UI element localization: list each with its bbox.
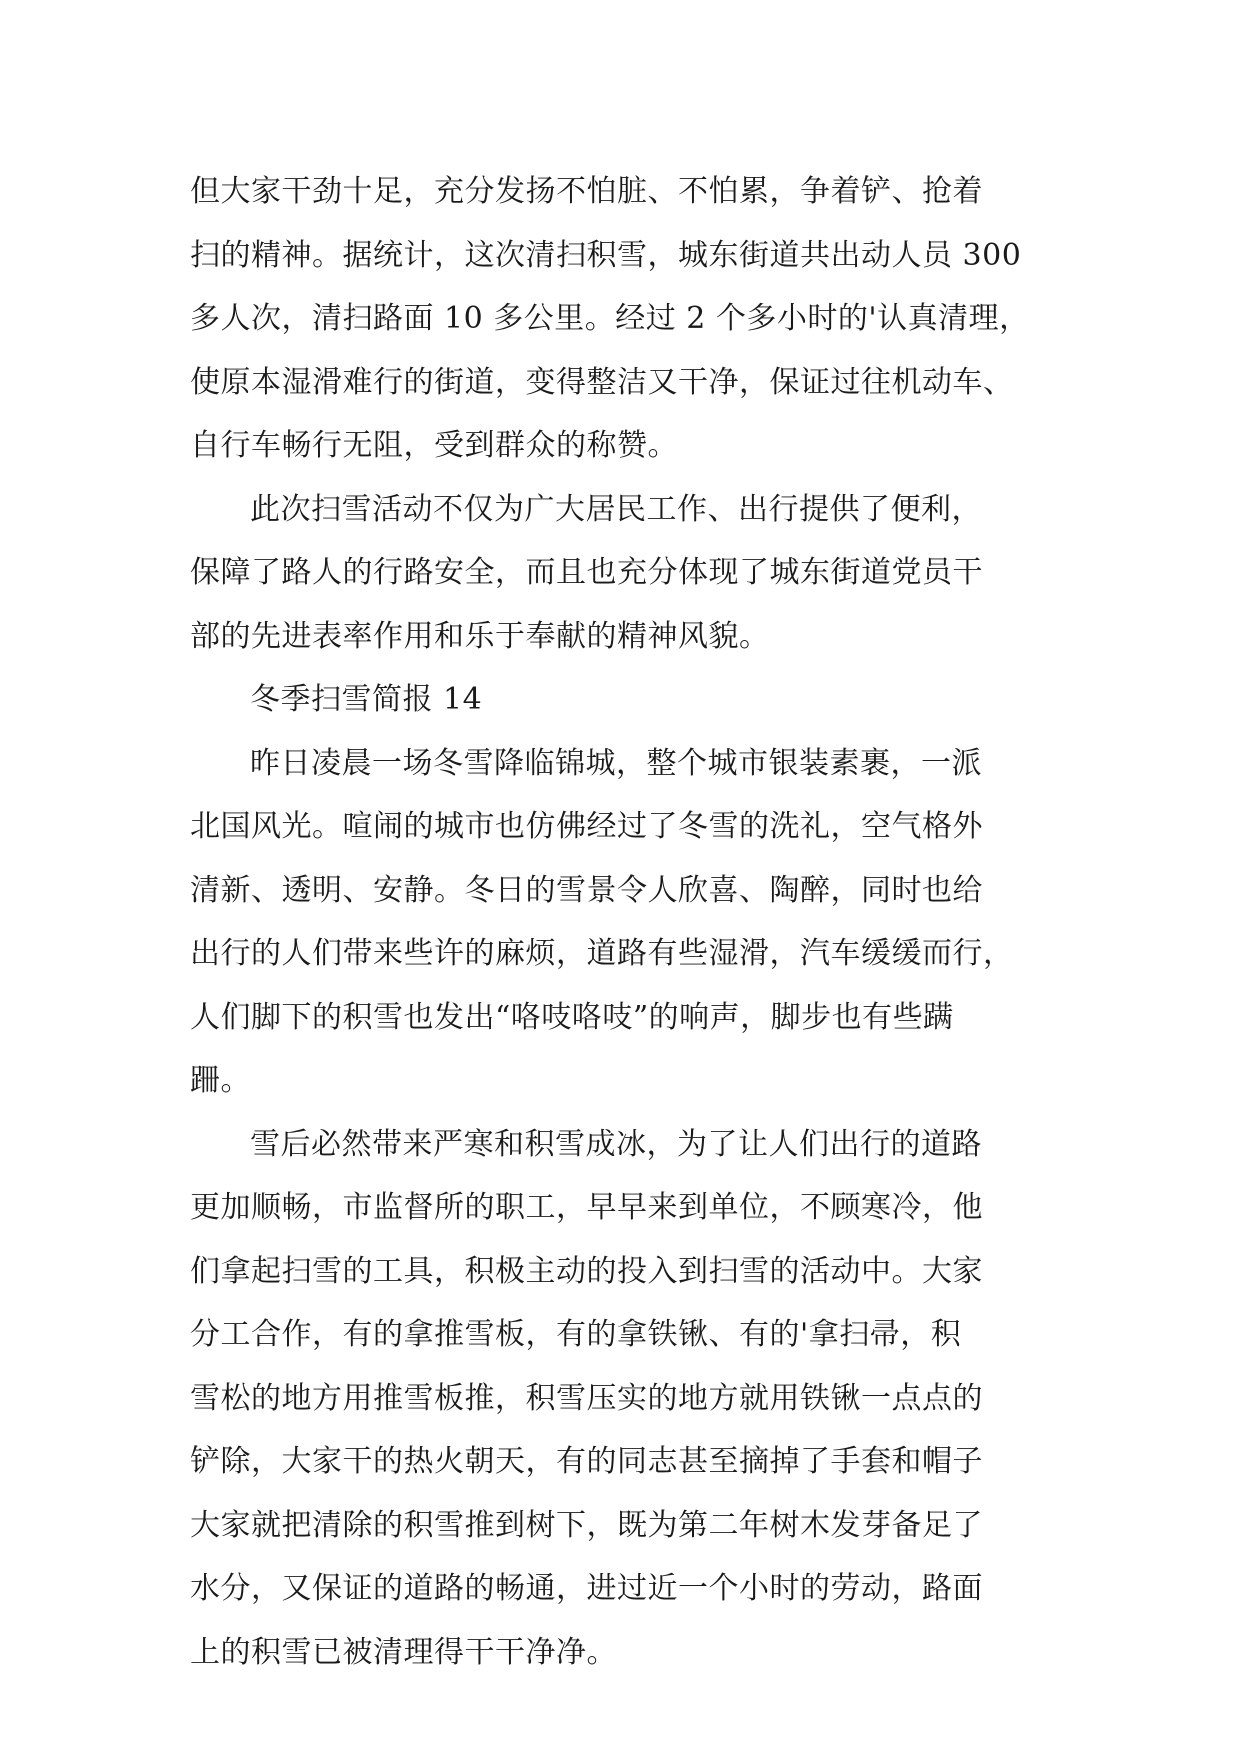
text-line: 雪松的地方用推雪板推，积雪压实的地方就用铁锹一点点的 xyxy=(190,1380,983,1416)
text-line: 更加顺畅，市监督所的职工，早早来到单位，不顾寒冷，他 xyxy=(190,1190,983,1225)
document-body xyxy=(190,160,1050,1684)
text-line: 北国风光。喧闹的城市也仿佛经过了冬雪的洗礼，空气格外 xyxy=(190,809,983,844)
text-line: 保障了路人的行路安全，而且也充分体现了城东街道党员干 xyxy=(190,555,983,590)
section-heading: 冬季扫雪简报 14 xyxy=(250,682,483,717)
paragraph-first-line: 昨日凌晨一场冬雪降临锦城，整个城市银装素裹，一派 xyxy=(250,745,982,781)
text-line: 分工合作，有的拿推雪板，有的拿铁锹、有的'拿扫帚，积 xyxy=(190,1317,962,1352)
text-line: 铲除，大家干的热火朝天，有的同志甚至摘掉了手套和帽子 xyxy=(190,1444,983,1479)
text-line: 使原本湿滑难行的街道，变得整洁又干净，保证过往机动车、 xyxy=(190,364,1014,400)
text-line: 但大家干劲十足，充分发扬不怕脏、不怕累，争着铲、抢着 xyxy=(190,174,983,209)
text-line: 人们脚下的积雪也发出“咯吱咯吱”的响声，脚步也有些蹒 xyxy=(190,999,954,1035)
text-line: 跚。 xyxy=(190,1063,251,1098)
text-line: 扫的精神。据统计，这次清扫积雪，城东街道共出动人员 300 xyxy=(190,237,1022,273)
text-line: 部的先进表率作用和乐于奉献的精神风貌。 xyxy=(190,618,770,654)
text-line: 大家就把清除的积雪推到树下，既为第二年树木发芽备足了 xyxy=(190,1507,983,1543)
paragraph-first-line: 雪后必然带来严寒和积雪成冰，为了让人们出行的道路 xyxy=(250,1126,982,1162)
text-line: 自行车畅行无阻，受到群众的称赞。 xyxy=(190,428,678,463)
text-line: 们拿起扫雪的工具，积极主动的投入到扫雪的活动中。大家 xyxy=(190,1253,983,1289)
text-line: 清新、透明、安静。冬日的雪景令人欣喜、陶醉，同时也给 xyxy=(190,872,983,908)
paragraph-first-line: 此次扫雪活动不仅为广大居民工作、出行提供了便利， xyxy=(250,491,982,527)
text-line: 多人次，清扫路面 10 多公里。经过 2 个多小时的'认真清理， xyxy=(190,301,1030,336)
text-line: 水分，又保证的道路的畅通，进过近一个小时的劳动，路面 xyxy=(190,1571,983,1606)
text-line: 出行的人们带来些许的麻烦，道路有些湿滑，汽车缓缓而行， xyxy=(190,936,1014,971)
text-line: 上的积雪已被清理得干干净净。 xyxy=(190,1634,617,1670)
